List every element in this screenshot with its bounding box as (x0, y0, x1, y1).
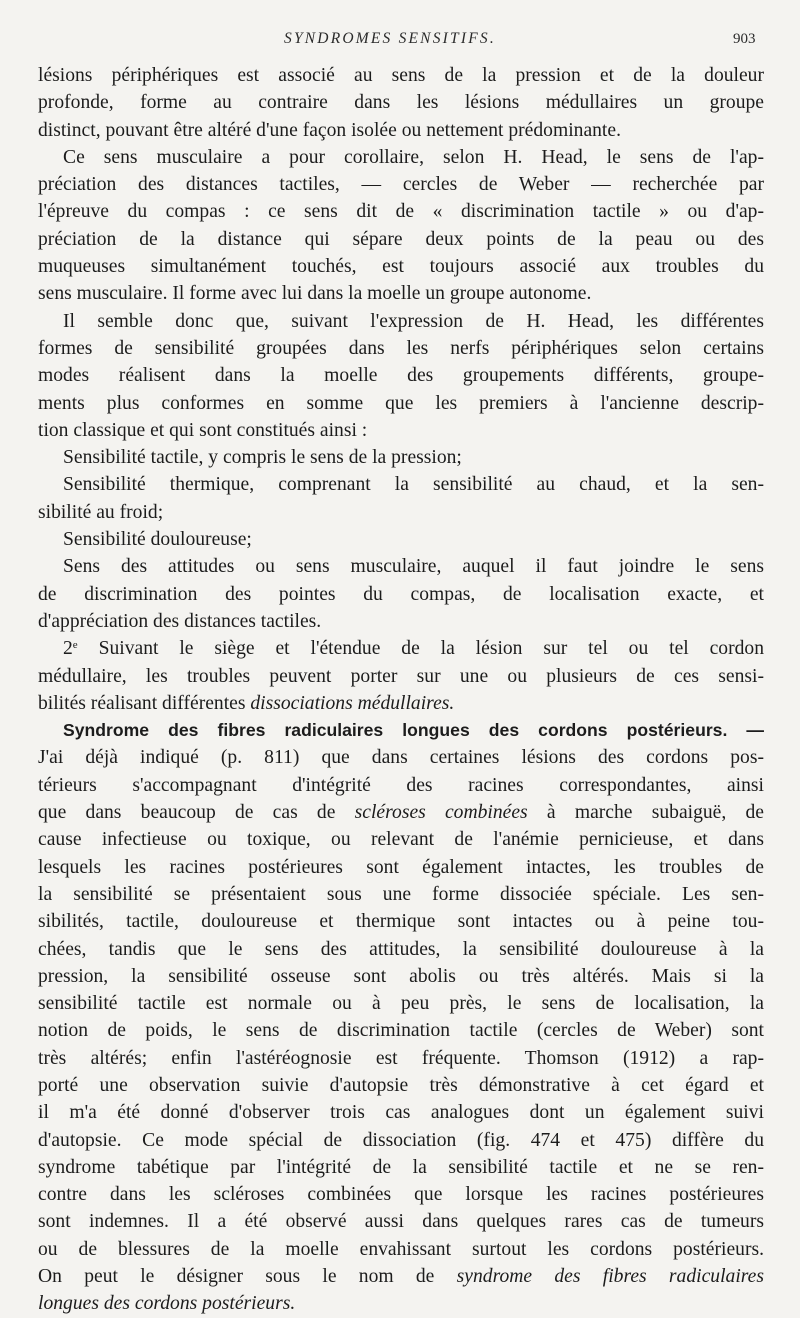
text-span: On peut le désigner sous le nom de (38, 1266, 457, 1288)
text-line: sensibilité tactile est normale ou à peu près, le sens de localisation, la (38, 993, 764, 1015)
text-line: la sensibilité se présentaient sous une forme dissociée spéciale. Les sen- (38, 883, 764, 905)
text-line: l'épreuve du compas : ce sens dit de « discrimination tactile » ou d'ap- (38, 201, 764, 223)
text-line: porté une observation suivie d'autopsie très démonstrative à cet égard et (38, 1074, 764, 1096)
text-line: sibilité au froid; (38, 501, 164, 523)
body-text (38, 62, 764, 1318)
text-line: de discrimination des pointes du compas, de localisation exacte, et (38, 583, 764, 605)
running-title: SYNDROMES SENSITIFS. (284, 30, 496, 47)
text-line: Ce sens musculaire a pour corollaire, selon H. Head, le sens de l'ap- (63, 146, 764, 168)
list-item: Sens des attitudes ou sens musculaire, auquel il faut joindre le sens (63, 556, 764, 578)
text-line: contre dans les scléroses combinées que lorsque les racines postérieures (38, 1184, 764, 1206)
text-line (38, 635, 764, 662)
text-line: ou de blessures de la moelle envahissant surtout les cordons postérieurs. (38, 1238, 764, 1260)
text-line: très altérés; enfin l'astéréognosie est fréquente. Thomson (1912) a rap- (38, 1047, 764, 1069)
list-item: Sensibilité thermique, comprenant la sensibilité au chaud, et la sen- (63, 474, 764, 496)
text-line: térieurs s'accompagnant d'intégrité des racines correspondantes, ainsi (38, 774, 764, 796)
text-span: que dans beaucoup de cas de (38, 802, 355, 824)
text-line: distinct, pouvant être altéré d'une façon isolée ou nettement prédominante. (38, 119, 621, 141)
text-line: formes de sensibilité groupées dans les nerfs périphériques selon certains (38, 337, 764, 359)
text-line: d'autopsie. Ce mode spécial de dissociation (fig. 474 et 475) diffère du (38, 1129, 764, 1151)
text-line: sont indemnes. Il a été observé aussi dans quelques rares cas de tumeurs (38, 1211, 764, 1233)
page-number: 903 (733, 31, 756, 47)
text-line: tion classique et qui sont constitués ainsi : (38, 419, 368, 441)
text-line: sens musculaire. Il forme avec lui dans la moelle un groupe autonome. (38, 283, 592, 305)
text-line (38, 690, 764, 717)
text-line: préciation des distances tactiles, — cercles de Weber — recherchée par (38, 174, 764, 196)
emphasis: scléroses combinées (354, 802, 528, 824)
text-line: préciation de la distance qui sépare deux points de la peau ou des (38, 228, 764, 250)
text-line: muqueuses simultanément touchés, est toujours associé aux troubles du (38, 256, 764, 278)
text-line: il m'a été donné d'observer trois cas analogues dont un également suivi (38, 1102, 764, 1124)
text-line: sibilités, tactile, douloureuse et thermique sont intactes ou à peine tou- (38, 911, 764, 933)
text-span: bilités réalisant différentes (38, 692, 251, 714)
paragraph-number: 2 (63, 638, 73, 660)
text-line: d'appréciation des distances tactiles. (38, 610, 322, 632)
emphasis: dissociations médullaires. (250, 692, 455, 714)
emphasis: syndrome des fibres radiculaires (456, 1266, 764, 1288)
text-line: notion de poids, le sens de discrimination tactile (cercles de Weber) sont (38, 1020, 764, 1042)
running-header (0, 30, 800, 54)
text-line: ments plus conformes en somme que les premiers à l'ancienne descrip- (38, 392, 764, 414)
emphasis: longues des cordons postérieurs. (38, 1293, 296, 1315)
list-item: Sensibilité douloureuse; (63, 529, 252, 551)
text-line (38, 1290, 764, 1317)
section-heading: Syndrome des fibres radiculaires longues des cordons postérieurs. — (63, 720, 764, 741)
text-line: pression, la sensibilité osseuse sont abolis ou très altérés. Mais si la (38, 965, 764, 987)
text-line: J'ai déjà indiqué (p. 811) que dans certaines lésions des cordons pos- (38, 747, 764, 769)
text-line: Il semble donc que, suivant l'expression de H. Head, les différentes (63, 310, 764, 332)
text-line (38, 1263, 764, 1290)
text-line: profonde, forme au contraire dans les lésions médullaires un groupe (38, 92, 764, 114)
text-line: lésions périphériques est associé au sens de la pression et de la douleur (38, 65, 764, 86)
text-line: lesquels les racines postérieures sont également intactes, les troubles de (38, 856, 764, 878)
list-item: Sensibilité tactile, y compris le sens de la pression; (63, 447, 462, 469)
text-line: cause infectieuse ou toxique, ou relevant de l'anémie pernicieuse, et dans (38, 829, 764, 851)
text-span: à marche subaiguë, de (527, 802, 764, 824)
text-line: médullaire, les troubles peuvent porter sur une ou plusieurs de ces sensi- (38, 665, 764, 687)
paragraph-number-suffix: e (72, 639, 78, 652)
text-span: Suivant le siège et l'étendue de la lésion sur tel ou tel cordon (98, 638, 764, 660)
text-line (38, 799, 764, 826)
text-line: modes réalisent dans la moelle des groupements différents, groupe- (38, 365, 764, 387)
text-line: chées, tandis que le sens des attitudes, la sensibilité douloureuse à la (38, 938, 764, 960)
text-line: syndrome tabétique par l'intégrité de la sensibilité tactile et ne se ren- (38, 1156, 764, 1178)
